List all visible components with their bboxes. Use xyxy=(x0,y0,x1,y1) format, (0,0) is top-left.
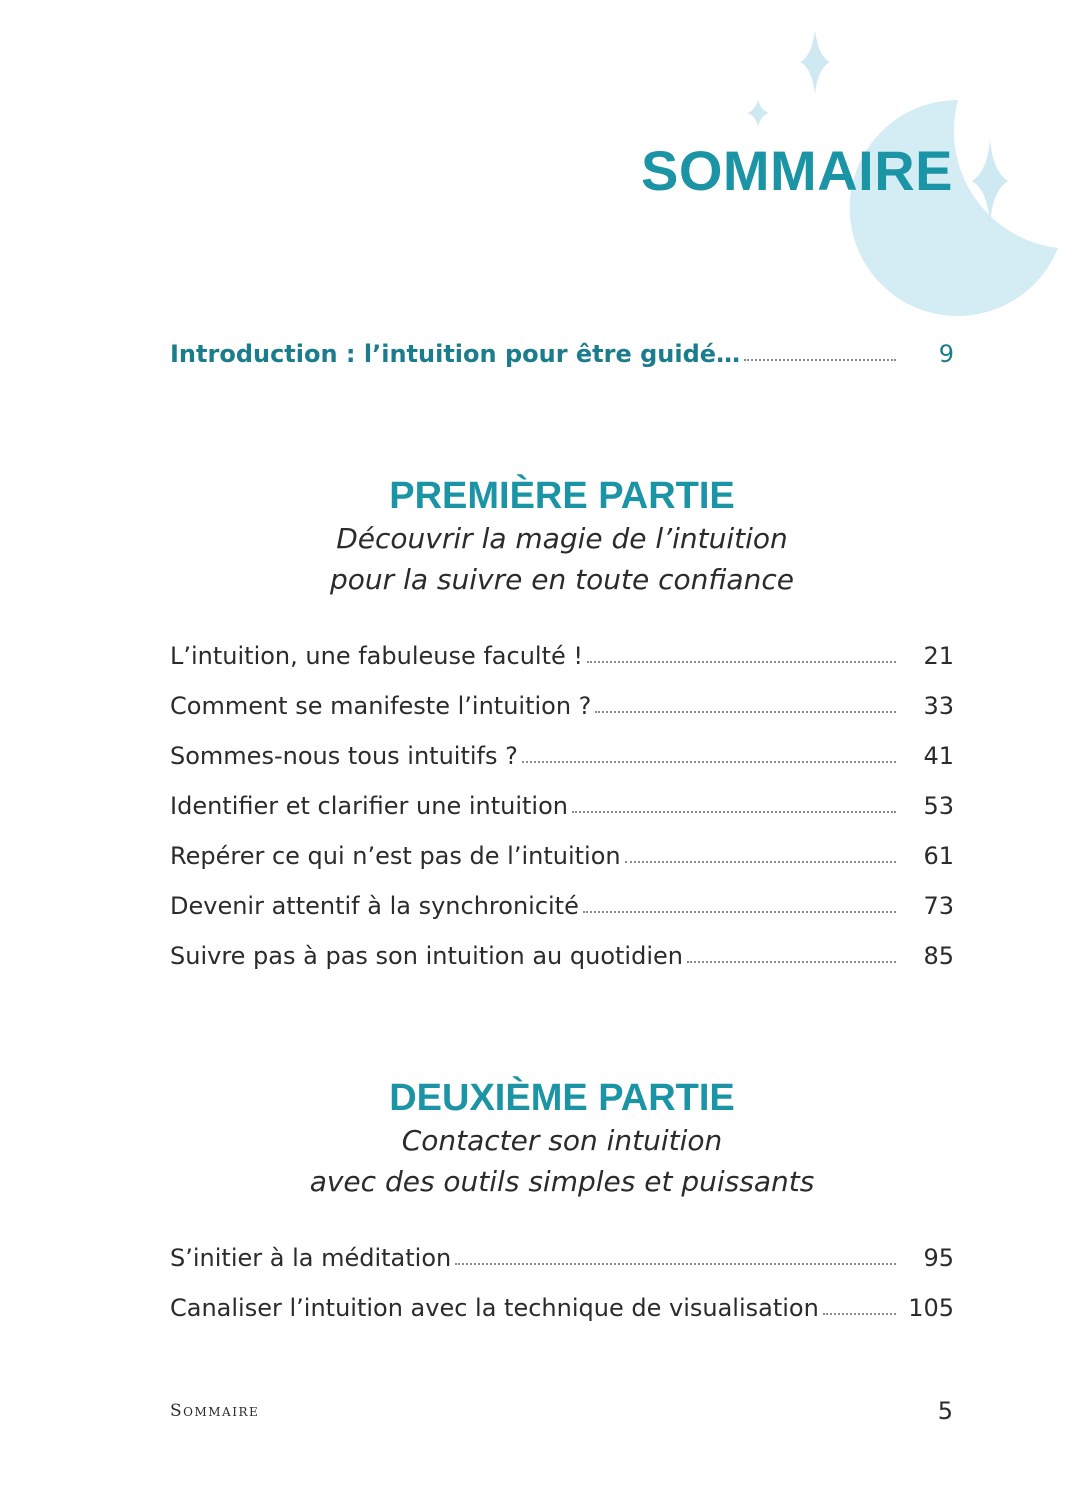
toc-entry[interactable] xyxy=(170,786,954,820)
star-icon xyxy=(800,30,830,94)
toc-entry[interactable] xyxy=(170,636,954,670)
part-title: PREMIÈRE PARTIE xyxy=(389,475,735,517)
running-title: Sommaire xyxy=(170,1401,260,1421)
toc-entry-label: Identifier et clarifier une intuition xyxy=(170,792,568,820)
dot-leader xyxy=(744,358,896,361)
toc-entry-label: Introduction : l’intuition pour être guidé… xyxy=(170,340,741,368)
part-subtitle-line-2: pour la suivre en toute confiance xyxy=(330,563,794,596)
toc-entry[interactable] xyxy=(170,1238,954,1272)
part-heading-2 xyxy=(170,1076,954,1202)
dot-leader xyxy=(455,1262,896,1265)
toc-entry[interactable] xyxy=(170,836,954,870)
toc-entry-page: 53 xyxy=(923,792,954,820)
toc-entry-label: Sommes-nous tous intuitifs ? xyxy=(170,742,518,770)
dot-leader xyxy=(587,660,896,663)
star-icon xyxy=(747,99,769,127)
toc-entry[interactable] xyxy=(170,686,954,720)
dot-leader xyxy=(823,1312,896,1315)
toc-entry-page: 95 xyxy=(923,1244,954,1272)
toc-entry-label: Canaliser l’intuition avec la technique de visualisation xyxy=(170,1294,819,1322)
dot-leader xyxy=(687,960,896,963)
dot-leader xyxy=(625,860,896,863)
page-title: SOMMAIRE xyxy=(641,139,953,202)
toc-entry-page: 9 xyxy=(938,340,954,368)
toc-entry-label: Comment se manifeste l’intuition ? xyxy=(170,692,592,720)
part-title: DEUXIÈME PARTIE xyxy=(389,1077,735,1119)
crescent-moon-icon xyxy=(850,100,1058,316)
dot-leader xyxy=(595,710,896,713)
toc-entry[interactable] xyxy=(170,736,954,770)
part-heading-1 xyxy=(170,474,954,600)
toc-entry[interactable] xyxy=(170,1288,954,1322)
toc-entry-page: 105 xyxy=(908,1294,954,1322)
part-subtitle-line-1: Découvrir la magie de l’intuition xyxy=(336,522,788,555)
toc-entry-page: 41 xyxy=(923,742,954,770)
toc-entry-page: 21 xyxy=(923,642,954,670)
toc-entry-page: 73 xyxy=(923,892,954,920)
toc-entry-page: 85 xyxy=(923,942,954,970)
toc-entry-label: Suivre pas à pas son intuition au quotidien xyxy=(170,942,683,970)
toc-entry[interactable] xyxy=(170,886,954,920)
toc-entry-page: 61 xyxy=(923,842,954,870)
toc-entry-introduction[interactable] xyxy=(170,334,954,368)
toc-entry[interactable] xyxy=(170,936,954,970)
toc-entry-label: Repérer ce qui n’est pas de l’intuition xyxy=(170,842,621,870)
dot-leader xyxy=(572,810,896,813)
dot-leader xyxy=(583,910,896,913)
toc-entry-label: L’intuition, une fabuleuse faculté ! xyxy=(170,642,584,670)
dot-leader xyxy=(522,760,896,763)
toc-entry-label: S’initier à la méditation xyxy=(170,1244,452,1272)
toc-entry-page: 33 xyxy=(923,692,954,720)
toc-entry-label: Devenir attentif à la synchronicité xyxy=(170,892,579,920)
part-subtitle-line-2: avec des outils simples et puissants xyxy=(309,1165,815,1198)
part-subtitle-line-1: Contacter son intuition xyxy=(401,1124,723,1157)
page-number: 5 xyxy=(937,1397,953,1425)
